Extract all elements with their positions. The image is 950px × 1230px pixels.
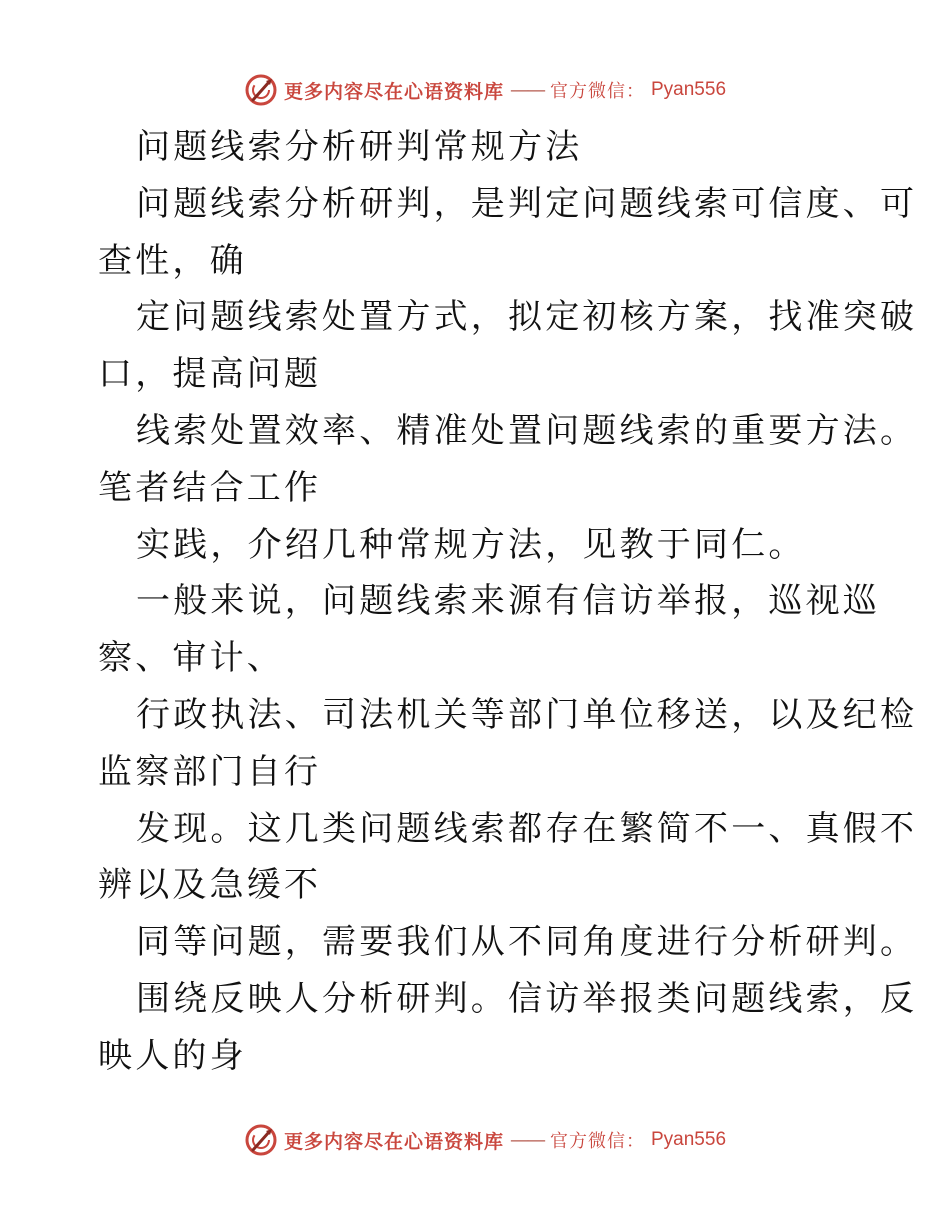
document-body	[98, 119, 918, 1085]
text-line: 行政执法、司法机关等部门单位移送，以及纪检	[136, 694, 918, 735]
document-title-line: 问题线索分析研判常规方法	[136, 127, 583, 167]
banner-handle: Pyan556	[651, 1129, 727, 1150]
text-line: 发现。这几类问题线索都存在繁简不一、真假不	[136, 808, 918, 849]
text-line: 线索处置效率、精准处置问题线索的重要方法。	[136, 410, 918, 451]
brand-logo-icon	[244, 73, 278, 107]
footer-banner	[0, 1120, 950, 1160]
text-line: 定问题线索处置方式，拟定初核方案，找准突破	[136, 297, 918, 338]
text-line: 一般来说，问题线索来源有信访举报，巡视巡	[136, 581, 880, 622]
text-line: 笔者结合工作	[98, 467, 322, 508]
text-line: 问题线索分析研判，是判定问题线索可信度、可	[136, 183, 918, 224]
brand-logo-icon	[244, 1123, 278, 1157]
banner-dash: ——	[510, 79, 544, 101]
text-line: 实践，介绍几种常规方法，见教于同仁。	[136, 524, 806, 565]
text-line: 围绕反映人分析研判。信访举报类问题线索，反	[136, 978, 918, 1019]
text-line: 辨以及急缓不	[98, 865, 322, 906]
text-line: 查性，确	[98, 240, 247, 281]
text-line: 察、审计、	[98, 638, 284, 679]
footer-banner-inner	[244, 1123, 726, 1157]
text-line: 映人的身	[98, 1035, 247, 1076]
header-banner	[0, 70, 950, 110]
text-line: 同等问题，需要我们从不同角度进行分析研判。	[136, 922, 918, 963]
banner-main-text: 更多内容尽在心语资料库	[283, 80, 504, 103]
banner-handle: Pyan556	[651, 79, 727, 100]
header-banner-inner	[244, 73, 726, 107]
banner-sub-text: 官方微信：	[550, 1131, 645, 1152]
text-line: 口，提高问题	[98, 354, 322, 395]
text-line: 监察部门自行	[98, 751, 322, 792]
banner-sub-text: 官方微信：	[550, 81, 645, 102]
banner-dash: ——	[510, 1129, 544, 1151]
banner-main-text: 更多内容尽在心语资料库	[283, 1130, 504, 1153]
